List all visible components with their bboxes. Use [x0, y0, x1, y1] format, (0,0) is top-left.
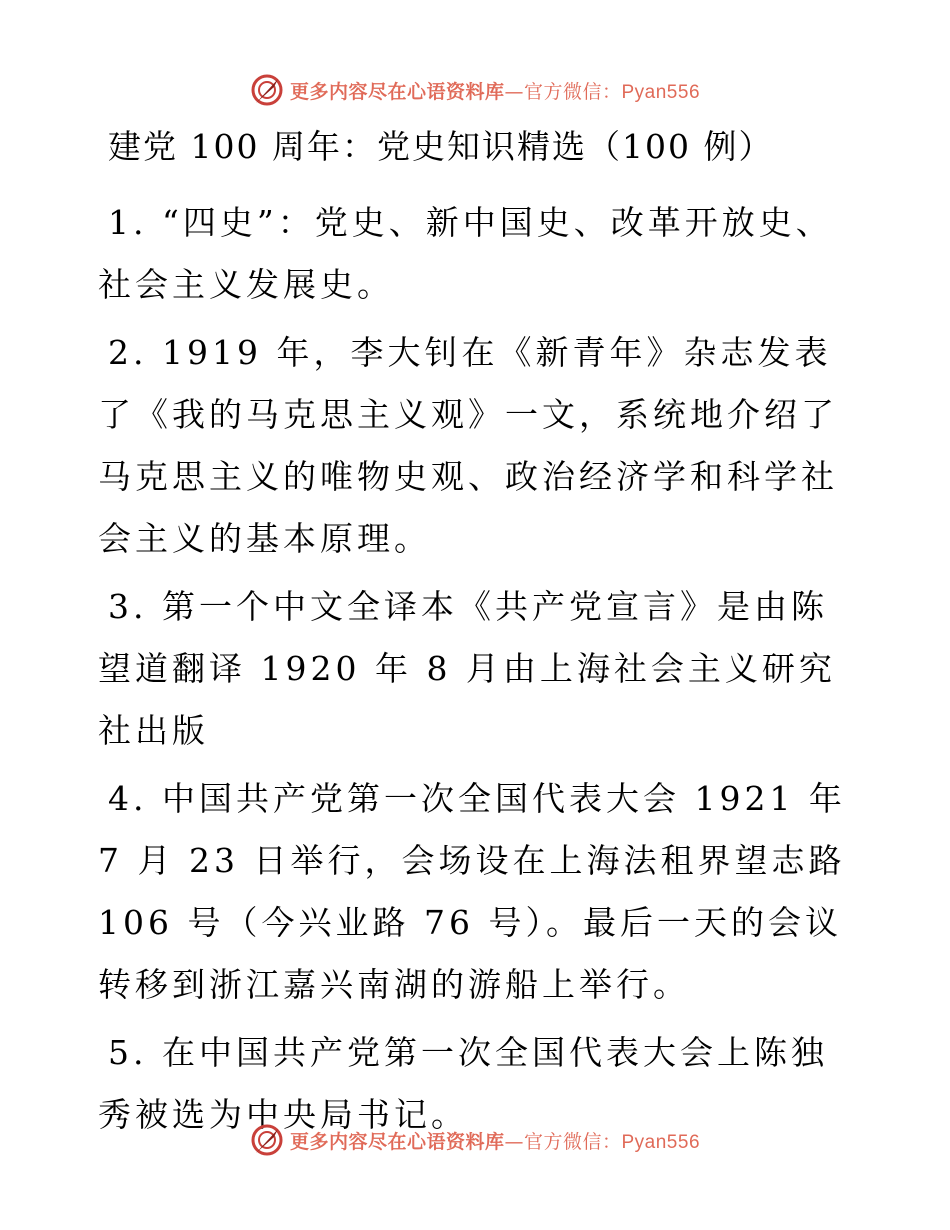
- list-item: 5. 在中国共产党第一次全国代表大会上陈独秀被选为中央局书记。: [98, 1033, 828, 1134]
- watermark-official-label: 官方微信：: [523, 1130, 622, 1153]
- list-item: 2. 1919 年，李大钊在《新青年》杂志发表了《我的马克思主义观》一文，系统地介绍了马克思主义的唯物史观、政治经济学和科学社会主义的基本原理。: [98, 333, 838, 558]
- document-title: 建党 100 周年：党史知识精选（100 例）: [108, 127, 774, 166]
- watermark-dash: —: [504, 1130, 524, 1153]
- header-watermark: [0, 70, 950, 110]
- quill-seal-icon: [250, 1123, 284, 1157]
- list-item: 4. 中国共产党第一次全国代表大会 1921 年 7 月 23 日举行，会场设在上海法租界望志路 106 号（今兴业路 76 号）。最后一天的会议转移到浙江嘉兴南湖的游船上举行。: [98, 779, 846, 1004]
- list-item: 3. 第一个中文全译本《共产党宣言》是由陈望道翻译 1920 年 8 月由上海社会主义研究社出版: [98, 587, 836, 750]
- quill-seal-icon: [250, 73, 284, 107]
- watermark-text: [290, 77, 700, 104]
- list-item: 1. “四史”：党史、新中国史、改革开放史、社会主义发展史。: [98, 203, 833, 304]
- watermark-dash: —: [504, 80, 524, 103]
- watermark-brand: 更多内容尽在心语资料库: [289, 1130, 505, 1153]
- watermark-brand: 更多内容尽在心语资料库: [289, 80, 505, 103]
- footer-watermark: [0, 1120, 950, 1160]
- watermark-official-label: 官方微信：: [523, 80, 622, 103]
- watermark-account: Pyan556: [621, 81, 701, 103]
- watermark-text: [290, 1127, 700, 1154]
- watermark-account: Pyan556: [621, 1131, 701, 1153]
- document-body: [98, 192, 850, 1152]
